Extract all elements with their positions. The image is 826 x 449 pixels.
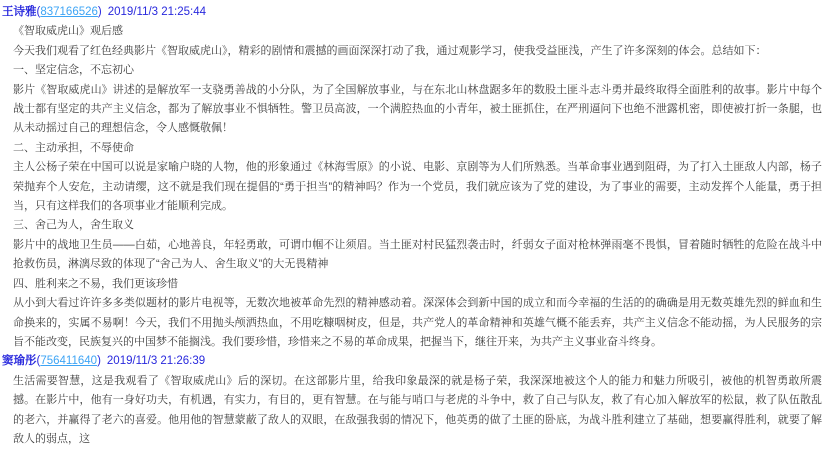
author-name: 王诗雅 bbox=[2, 6, 37, 18]
paren-close: ) bbox=[97, 6, 102, 18]
timestamp: 2019/11/3 21:25:44 bbox=[107, 6, 207, 18]
paragraph: 二、主动承担，不辱使命 bbox=[13, 141, 134, 154]
post-header bbox=[0, 352, 826, 371]
paragraph: 影片中的战地卫生员——白茹，心地善良，年轻勇敢，可谓巾帼不让须眉。当土匪对村民猛烈袭击时，纤弱女子面对枪林弹雨毫不畏惧，冒着随时牺牲的危险在战斗中抢救伤员，淋漓尽致的体现了“舍己为人、舍生取义”的大无畏精神 bbox=[13, 238, 822, 271]
paragraph: 从小到大看过许许多多类似题材的影片电视等，无数次地被革命先烈的精神感动着。深深体会到新中国的成立和而今幸福的生活的的确确是用无数英雄先烈的鲜血和生命换来的，实属不易啊！今天，我们不用抛头颅洒热血，不用吃糠咽树皮，但是，共产党人的革命精神和英雄气概不能丢弃，共产主义信念不能动摇，为人民服务的宗旨不能改变，民族复兴的中国梦不能搁浅。我们要珍惜，珍惜来之不易的革命成果，把握当下，继往开来，为共产主义事业奋斗终身。 bbox=[13, 297, 822, 348]
post bbox=[0, 352, 826, 449]
paragraph: 四、胜利来之不易，我们更该珍惜 bbox=[13, 277, 178, 290]
paren-close: ) bbox=[97, 355, 101, 368]
post-header bbox=[0, 3, 826, 22]
paragraph: 一、坚定信念，不忘初心 bbox=[13, 64, 134, 77]
paragraph: 主人公杨子荣在中国可以说是家喻户晓的人物，他的形象通过《林海雪原》的小说、电影、京剧等为人们所熟悉。当革命事业遇到阻碍，为了打入土匪敌人内部，杨子荣抛弃个人安危，主动请缨，这不就是我们现在提倡的“勇于担当”的精神吗？作为一个党员，我们就应该为了党的建设，为了事业的需要，主动发挥个人能量，勇于担当，只有这样我们的各项事业才能顺利完成。 bbox=[13, 161, 822, 213]
paragraph: 生活需要智慧，这是我观看了《智取威虎山》后的深切。在这部影片里，给我印象最深的就是杨子荣，我深深地被这个人的能力和魅力所吸引，被他的机智勇敢所震撼。在影片中，他有一身好功夫，有机遇，有实力，有目的，更有智慧。在与能与哨口与老虎的斗争中，救了自己与队友，救了有心加入解放军的松鼠，救了队伍散乱的老六，并赢得了老六的喜爱。他用他的智慧蒙蔽了敌人的双眼，在敌强我弱的情况下，他英勇的做了土匪的卧底，为战斗胜利建立了基础，想要赢得胜利，就要了解敌人的弱点，这 bbox=[13, 374, 822, 445]
paren-open: ( bbox=[36, 6, 41, 18]
paragraph: 《智取威虎山》观后感 bbox=[13, 25, 123, 38]
paragraph: 今天我们观看了红色经典影片《智取威虎山》，精彩的剧情和震撼的画面深深打动了我，通过观影学习，使我受益匪浅，产生了许多深刻的体会。总结如下： bbox=[13, 44, 767, 57]
qq-number-link[interactable]: 756411640 bbox=[40, 355, 98, 368]
qq-number-link[interactable]: 837166526 bbox=[40, 6, 98, 18]
paragraph: 三、舍己为人，舍生取义 bbox=[13, 219, 134, 232]
post-body bbox=[0, 372, 826, 449]
paragraph: 影片《智取威虎山》讲述的是解放军一支骁勇善战的小分队，为了全国解放事业，与在东北山林盘踞多年的数股土匪斗志斗勇并最终取得全面胜利的故事。影片中每个战士都有坚定的共产主义信念，都为了解放事业不惧牺牲。警卫员高波，一个满腔热血的小青年，被土匪抓住，在严刑逼问下也绝不泄露机密，即使被打折一条腿，也从未动摇过自己的理想信念，令人感慨敬佩！ bbox=[13, 83, 822, 135]
timestamp: 2019/11/3 21:26:39 bbox=[106, 355, 206, 368]
post-body bbox=[0, 22, 826, 352]
post bbox=[0, 3, 826, 352]
author-name: 窦瑜彤 bbox=[2, 355, 37, 368]
paren-open: ( bbox=[36, 355, 41, 368]
